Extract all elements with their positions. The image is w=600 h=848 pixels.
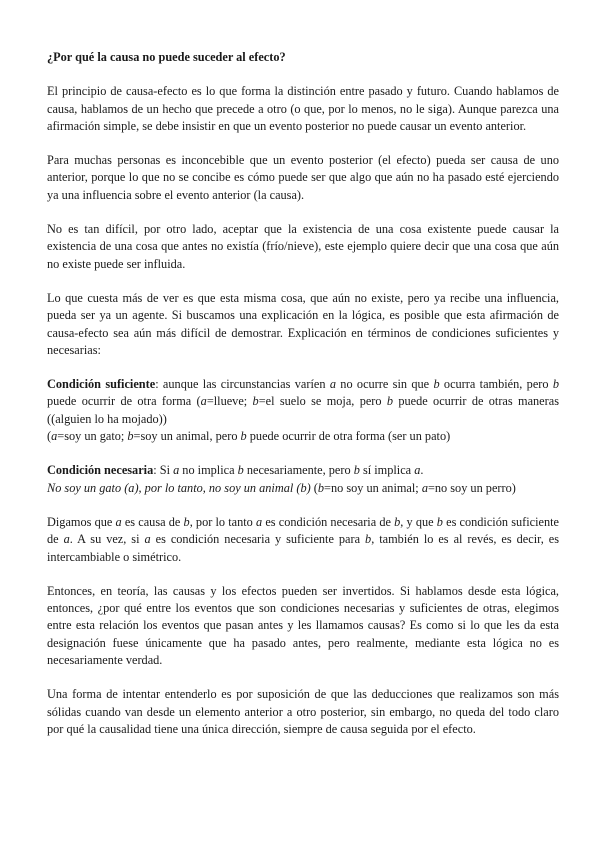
- document-title: ¿Por qué la causa no puede suceder al efecto?: [47, 50, 286, 64]
- paragraph-5: Digamos que a es causa de b, por lo tanto a es condición necesaria de b, y que b es condición suficiente de a. A su vez, si a es condición necesaria y suficiente para b, también lo es al revés, es decir, es intercambiable o simétrico.: [47, 514, 559, 564]
- sufficient-condition-example: (a=soy un gato; b=soy un animal, pero b puede ocurrir de otra forma (ser un pato): [47, 429, 451, 444]
- necessary-condition-block: [47, 462, 559, 497]
- sufficient-condition-definition: Condición suficiente: aunque las circunstancias varíen a no ocurre sin que b ocurra también, pero b puede ocurrir de otra forma (a=llueve; b=el suelo se moja, pero b puede ocurrir de otras maneras ((alguien lo ha mojado)): [47, 377, 560, 426]
- paragraph-2: Para muchas personas es inconcebible que un evento posterior (el efecto) pueda ser causa de uno anterior, porque lo que no se concibe es cómo puede ser que algo que aún no ha pasado esté ejerciendo ya una influencia sobre el evento anterior (la causa).: [47, 153, 559, 202]
- sufficient-condition-block: [47, 376, 559, 445]
- paragraph-7: Una forma de intentar entenderlo es por suposición de que las deducciones que realizamos son más sólidas cuando van desde un elemento anterior a otro posterior, sin embargo, no queda del todo claro por qué la causalidad tiene una única dirección, siempre de causa seguida por el efecto.: [47, 687, 559, 736]
- paragraph-6: Entonces, en teoría, las causas y los efectos pueden ser invertidos. Si hablamos desde esta lógica, entonces, ¿por qué entre los eventos que son condiciones necesarias y suficientes de otras, elegimos entre esta relación los eventos que pasan antes y les llamamos causas? Es como si lo que les da esta designación fuese únicamente que ha pasado antes, pero realmente, mediante esta lógica no es necesariamente verdad.: [47, 583, 559, 668]
- sufficient-condition-label: Condición suficiente: [47, 377, 156, 392]
- necessary-condition-example: No soy un gato (a), por lo tanto, no soy un animal (b) (b=no soy un animal; a=no soy un perro): [47, 480, 516, 495]
- necessary-condition-definition: Condición necesaria: Si a no implica b necesariamente, pero b sí implica a.: [47, 463, 424, 478]
- paragraph-4: Lo que cuesta más de ver es que esta misma cosa, que aún no existe, pero ya recibe una influencia, pueda ser ya un agente. Si buscamos una explicación en la lógica, es posible que esta afirmación de causa-efecto sea aún más difícil de demostrar. Explicación en términos de condiciones suficientes y necesarias:: [47, 290, 559, 357]
- paragraph-1: El principio de causa-efecto es lo que forma la distinción entre pasado y futuro. Cuando hablamos de causa, hablamos de un hecho que precede a otro (o que, por lo menos, no le siga). Aunque parezca una afirmación simple, se debe insistir en que un evento posterior no puede causar un evento anterior.: [47, 84, 559, 133]
- necessary-condition-label: Condición necesaria: [47, 463, 154, 478]
- document-page: [47, 49, 559, 738]
- paragraph-3: No es tan difícil, por otro lado, aceptar que la existencia de una cosa existente puede causar la existencia de una cosa que antes no existía (frío/nieve), este ejemplo quiere decir que una cosa que aún no existe puede ser influida.: [47, 222, 559, 271]
